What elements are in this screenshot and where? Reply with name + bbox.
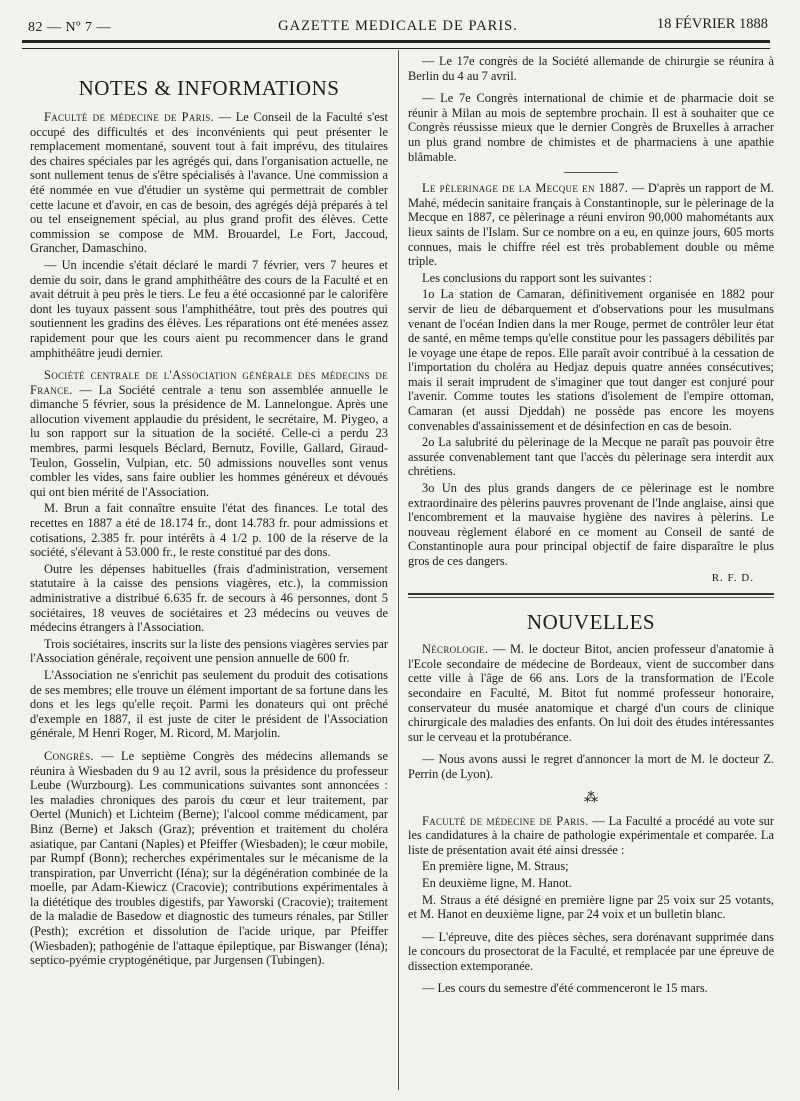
article-body: — La Société centrale a tenu son assemblée annuelle le dimanche 5 février, sous la présidence de M. Lannelongue. Après une allocution vivement applaudie du président, le secrétaire, M. Piygeo, a lu son rapport sur la situation de la société. Celle-ci a perdu 23 membres, parmi lesquels Béclard, Bernutz, Foville, Gallard, Giraud-Teulon, Gosselin, Vulpian, etc. 50 admissions nouvelles sont venus combler les vides, sans faire oublier les hommes généreux et dévoués qui ont bien mérité de l'Association. xyxy=(30,382,388,499)
article-heading: Congrès. xyxy=(44,748,94,763)
paragraph-dons: L'Association ne s'enrichit pas seulement du produit des cotisations de ses membres; elle trouve un élément important de sa fortune dans les dons et les legs qu'elle reçoit. Parmi les donateurs qui ont prêché d'exemple en 1887, il est juste de citer le président de l'Association générale, M Henri Roger, M. Ricord, M. Marjolin. xyxy=(30,667,388,741)
article-body: — M. le docteur Bitot, ancien professeur d'anatomie à l'Ecole secondaire de médecine de Bordeaux, vient de succomber dans cette ville à l'âge de 66 ans. Lors de la transformation de l'Ecole secondaire en Faculté, M. Bitot fut nommé professeur honoraire, conservateur du musée anatomique et chargé d'un cours de clinique chirurgicale des maladies des enfants. On lui doit des études intéressantes sur le cerveau et la protubérance. xyxy=(408,642,774,744)
paragraph-depenses: Outre les dépenses habituelles (frais d'administration, versement statutaire à la caisse des pensions viagères, etc.), la commission administrative a distribué 6.635 fr. de secours à 46 personnes, dont 5 sociétaires, 18 veuves de sociétaires et 23 médecins ou veuves de médecins étrangers à l'Association. xyxy=(30,561,388,635)
article-heading: Le pèlerinage de la Mecque en 1887. xyxy=(422,181,629,196)
article-faculte-vote xyxy=(408,814,774,858)
header-rule xyxy=(22,40,770,49)
article-congres xyxy=(30,749,388,968)
article-body: — La Faculté a procédé au vote sur les candidatures à la chaire de pathologie expérimentale et comparée. La liste de présentation avait été ainsi dressée : xyxy=(408,813,774,857)
paragraph-chimie: — Le 7e Congrès international de chimie et de pharmacie doit se réunir à Milan au mois de septembre prochain. Il est à souhaiter que ce Congrès réussisse mieux que le dernier Congrès de Bruxelles à arracher un plus grand nombre de chimistes et de pharmaciens à une apathie blâmable. xyxy=(408,91,774,164)
page-number: 82 — Nº 7 — xyxy=(28,20,111,35)
article-body: — Le Conseil de la Faculté s'est occupé des difficultés et des inconvénients qui peut présenter le remplacement momentané, souvent tout à fait imprévu, des titulaires des chaires spéciales par les agrégés qui, dans l'organisation actuelle, ne sont nullement tenus de s'être spécialisés à l'avance. Une commission a été nommée en vue d'étudier un système qui permettrait de combler cette lacune et d'avoir, en cas de besoin, des agrégés déjà préparés à tel ou tel enseignement spécial, au plus grand profit des élèves. Cette commission se compose de MM. Brouardel, Le Fort, Jaccoud, Grancher, Damaschino. xyxy=(30,110,388,256)
paragraph-epreuve: — L'épreuve, dite des pièces sèches, sera dorénavant supprimée dans le concours du prosectorat de la Faculté, et remplacée par une épreuve de dissection extemporanée. xyxy=(408,929,774,973)
list-line-2: En deuxième ligne, M. Hanot. xyxy=(422,875,572,890)
article-heading: Nécrologie. xyxy=(422,642,489,657)
section-rule xyxy=(408,593,774,598)
asterism-ornament: ⁂ xyxy=(584,790,598,806)
paragraph-conclusions: Les conclusions du rapport sont les suivantes : xyxy=(422,270,653,285)
article-heading: Faculté de médecine de Paris. xyxy=(422,813,589,828)
article-pelerinage xyxy=(408,181,774,269)
article-societe xyxy=(30,368,388,499)
section-title-notes: NOTES & INFORMATIONS xyxy=(78,76,340,100)
paragraph-pensions: Trois sociétaires, inscrits sur la liste des pensions viagères servies par l'Association générale, reçoivent une pension annuelle de 600 fr. xyxy=(30,636,388,666)
article-body: — Le septième Congrès des médecins allemands se réunira à Wiesbaden du 9 au 12 avril, sous la présidence du professeur Leube (Wurzbourg). Les communications suivantes sont annoncées : les maladies chroniques des parois du cœur et leur traitement, par Oertel (Munich) et Lichteim (Berne); l'alcool comme médicament, par Binz (Berne) et Jaksch (Graz); prévention et traitement du choléra asiatique, par Cantani (Naples) et Pfeiffer (Wiesbaden); le cœur mobile, par Rumpf (Bonn); recherches expérimentales sur le mécanisme de la transpiration, par Unverricht (Iéna); sur la dégénération combinée de la moelle, par Adam-Kiewicz (Cracovie); contributions expérimentales à la diététique des troubles digestifs, par Yaworski (Cracovie); traitement de la maladie de Basedow et diagnostic des tumeurs rénales, par Stiller (Pesth); excrétion et dissolution de l'acide urique, par Pfeiffer (Wiesbaden); pathogénie de l'attaque épileptique, par Biswanger (Iéna); septico-pyémie cryptogénétique, par Jurgensen (Tubingen). xyxy=(30,748,388,968)
article-faculte xyxy=(30,110,388,256)
list-line-1: En première ligne, M. Straus; xyxy=(422,859,569,874)
paragraph-perrin: — Nous avons aussi le regret d'annoncer la mort de M. le docteur Z. Perrin (de Lyon). xyxy=(408,752,774,781)
article-heading: Faculté de médecine de Paris. xyxy=(44,110,214,124)
column-divider xyxy=(398,50,399,1090)
article-necrologie xyxy=(408,642,774,744)
paragraph-cours: — Les cours du semestre d'été commenceront le 15 mars. xyxy=(422,981,708,996)
paragraph-chirurgie: — Le 17e congrès de la Société allemande de chirurgie se réunira à Berlin du 4 au 7 avril. xyxy=(408,54,774,83)
signature: R. F. D. xyxy=(711,571,754,584)
separator-rule xyxy=(564,172,618,173)
page-header xyxy=(28,14,768,42)
paragraph-finances: M. Brun a fait connaître ensuite l'état des finances. Le total des recettes en 1887 a été de 18.174 fr., dont 14.783 fr. pour admissions et cotisations, 2.385 fr. pour intérêts à 4 1/2 p. 100 de la réserve de la société, s'élevant à 53.000 fr., le reste constitué par des dons. xyxy=(30,501,388,560)
left-column xyxy=(30,54,388,1094)
paragraph-votes: M. Straus a été désigné en première ligne par 25 voix sur 25 votants, et M. Hanot en deuxième ligne, par 24 voix et un bulletin blanc. xyxy=(408,892,774,922)
conclusion-2: 2o La salubrité du pèlerinage de la Mecque ne paraît pas pouvoir être assurée convenablement tant que l'accès du pèlerinage sera interdit aux chrétiens. xyxy=(408,435,774,479)
article-heading: Société centrale de l'Association générale des médecins de France. xyxy=(30,368,388,397)
article-incendie: — Un incendie s'était déclaré le mardi 7 février, vers 7 heures et demie du soir, dans le grand amphithéâtre des cours de la Faculté et en avait détruit à peu près le tiers. Le feu a été occasionné par le calorifère dont les tuyaux passent sous l'amphithéâtre, tout près des poutres qui soutiennent les gradins des élèves. Les réparations ont été menées assez rapidement pour que les cours aient pu recommencer dans le grand amphithéâtre jeudi dernier. xyxy=(30,257,388,360)
conclusion-3: 3o Un des plus grands dangers de ce pèlerinage est le nombre extraordinaire des pèlerins pauvres provenant de l'Inde anglaise, ainsi que l'encombrement et la mauvaise hygiène des navires à pèlerins. Le nouveau règlement élaboré en ce moment au Conseil de santé de Constantinople aura pour principal objectif de faire disparaître le plus gros de ces dangers. xyxy=(408,481,774,568)
issue-date: 18 FÉVRIER 1888 xyxy=(656,16,768,32)
conclusion-1: 1o La station de Camaran, définitivement organisée en 1882 pour servir de lieu de débarquement et d'observations pour les musulmans venant de l'océan Indien dans la mer Rouge, permet de contrôler leur état de santé, en même temps qu'elle constitue pour les passagers débilités par le voyage une étape de repos. Elle paraît avoir contribué à la cessation de l'importation du choléra au Hedjaz depuis quatre années consécutives; mais il serait imprudent de s'imaginer que tout danger est conjuré pour l'avenir. Comme toutes les stations d'isolement de l'empire ottoman, Camaran (et aussi Djeddah) ne possède pas encore les moyens convenables d'assainissement et de désinfection en cas de besoin. xyxy=(408,287,774,433)
article-body: — D'après un rapport de M. Mahé, médecin sanitaire français à Constantinople, sur le pèlerinage de la Mecque en 1887, ce pèlerinage a réuni environ 90,000 mahométants aux lieux saints de l'Islam. Sur ce nombre on a eu, en quinze jours, 605 morts connues, mais le chiffre réel est très probablement double ou même triple. xyxy=(408,181,774,269)
journal-title: GAZETTE MEDICALE DE PARIS. xyxy=(278,18,518,34)
section-title-nouvelles: NOUVELLES xyxy=(526,610,656,635)
right-column xyxy=(408,54,774,1094)
